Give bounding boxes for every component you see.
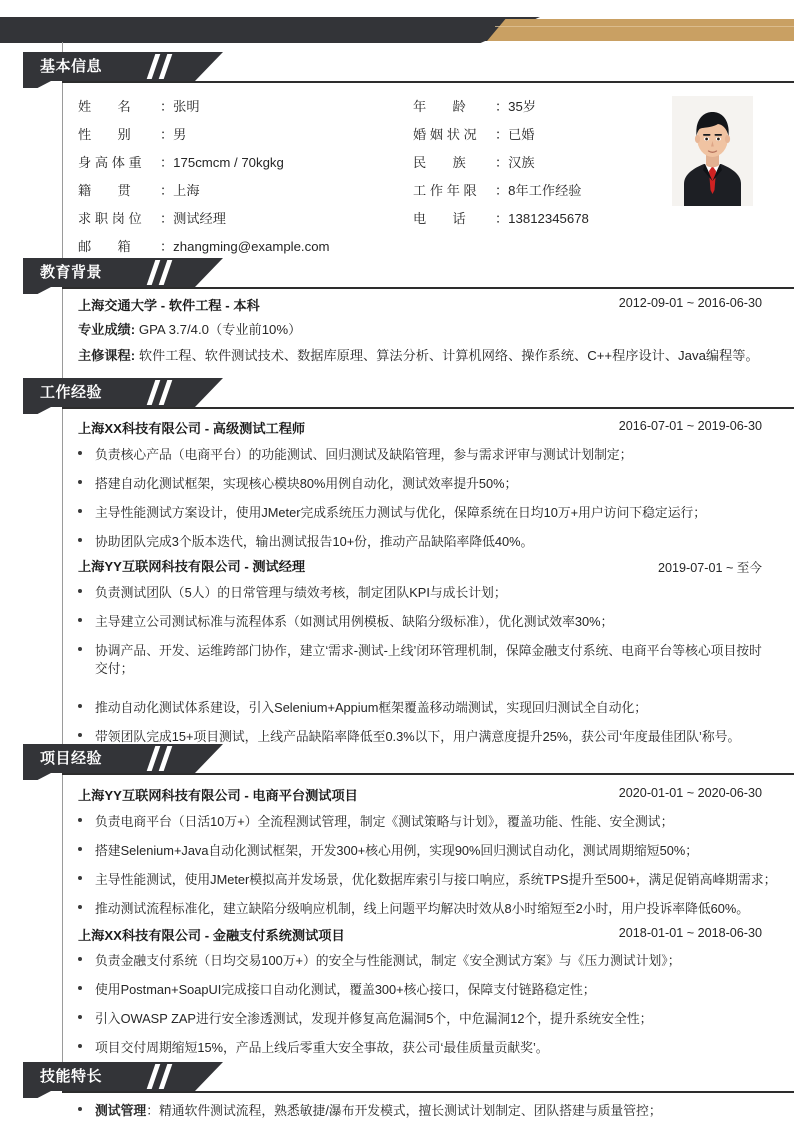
section-title-skill: 技能特长 [40, 1068, 103, 1085]
bullet-dot-icon [78, 451, 82, 455]
project-bullet-0-1 [78, 842, 778, 860]
bullet-text: 推动测试流程标准化，建立缺陷分级响应机制，线上问题平均解决时效从8小时缩短至2小时，用户投诉率降低60%。 [95, 901, 750, 916]
bullet-text: 推动自动化测试体系建设，引入Selenium+Appium框架覆盖移动端测试，实现回归测试全自动化； [95, 700, 648, 715]
bullet-dot-icon [78, 818, 82, 822]
work-title-0: 上海XX科技有限公司 - 高级测试工程师 [78, 421, 306, 436]
project-date-0: 2020-01-01 ~ 2020-06-30 [618, 786, 762, 800]
education-courses-value: 软件工程、软件测试技术、数据库原理、算法分析、计算机网络、操作系统、C++程序设计、Java编程等。 [135, 348, 759, 363]
project-bullet-0-2 [78, 871, 778, 889]
bullet-dot-icon [78, 1107, 82, 1111]
field-email-value: ：zhangming@example.com [160, 239, 330, 254]
bullet-dot-icon [78, 704, 82, 708]
project-bullet-1-3 [78, 1039, 778, 1057]
section-badge-skill [0, 1062, 225, 1091]
badge-foot [23, 1091, 51, 1098]
section-title-basic: 基本信息 [40, 58, 103, 75]
section-rule-basic [62, 81, 794, 83]
section-work [0, 378, 225, 407]
project-title-0: 上海YY互联网科技有限公司 - 电商平台测试项目 [78, 788, 358, 803]
badge-foot [23, 287, 51, 294]
section-rule-work [62, 407, 794, 409]
field-phone-value: ：13812345678 [495, 211, 589, 226]
banner-gold-hairline [495, 26, 794, 27]
skill-bullet-0 [78, 1102, 778, 1120]
bullet-text: 搭建自动化测试框架，实现核心模块80%用例自动化，测试效率提升50%； [95, 476, 518, 491]
work-bullet-1-1 [78, 613, 778, 631]
bullet-text: 负责金融支付系统（日均交易100万+）的安全与性能测试，制定《安全测试方案》与《压力测试计划》； [95, 953, 681, 968]
bullet-text: 主导性能测试方案设计，使用JMeter完成系统压力测试与优化，保障系统在日均10万+用户访问下稳定运行； [95, 505, 707, 520]
education-date: 2012-09-01 ~ 2016-06-30 [618, 296, 762, 310]
section-title-project: 项目经验 [40, 750, 103, 767]
work-bullet-1-3 [78, 699, 778, 717]
work-bullet-0-0 [78, 446, 778, 464]
project-title-1: 上海XX科技有限公司 - 金融支付系统测试项目 [78, 928, 345, 943]
bullet-dot-icon [78, 876, 82, 880]
project-bullet-1-0 [78, 952, 778, 970]
field-ethnicity-label: 民 族 [413, 155, 466, 170]
section-education [0, 258, 225, 287]
bullet-dot-icon [78, 618, 82, 622]
work-bullet-0-3 [78, 533, 778, 551]
project-bullet-1-1 [78, 981, 778, 999]
bullet-dot-icon [78, 986, 82, 990]
field-marital-value: ：已婚 [495, 127, 535, 142]
section-basic-info [0, 52, 225, 81]
badge-foot [23, 407, 51, 414]
field-gender-label: 性 别 [78, 127, 131, 142]
field-position-value: ：测试经理 [160, 211, 226, 226]
education-title: 上海交通大学 - 软件工程 - 本科 [78, 298, 260, 313]
education-gpa-row [78, 321, 301, 339]
bullet-text: 引入OWASP ZAP进行安全渗透测试，发现并修复高危漏洞5个，中危漏洞12个，提升系统安全性； [95, 1011, 653, 1026]
bullet-text: 协助团队完成3个版本迭代，输出测试报告10+份，推动产品缺陷率降低40%。 [95, 534, 534, 549]
education-courses-row [78, 347, 759, 365]
field-experience-value: ：8年工作经验 [495, 183, 582, 198]
field-hometown-label: 籍 贯 [78, 183, 131, 198]
section-title-work: 工作经验 [40, 384, 103, 401]
bullet-dot-icon [78, 480, 82, 484]
bullet-dot-icon [78, 1015, 82, 1019]
work-date-0: 2016-07-01 ~ 2019-06-30 [618, 419, 762, 433]
project-bullet-0-0 [78, 813, 778, 831]
field-position-label: 求 职 岗 位 [78, 211, 142, 226]
skill-value: ：精通软件测试流程，熟悉敏捷/瀑布开发模式，擅长测试计划制定、团队搭建与质量管控； [146, 1103, 662, 1118]
field-hometown-value: ：上海 [160, 183, 200, 198]
work-bullet-0-2 [78, 504, 778, 522]
field-email-label: 邮 箱 [78, 239, 131, 254]
work-bullet-0-1 [78, 475, 778, 493]
section-rule-project [62, 773, 794, 775]
section-badge-basic [0, 52, 225, 81]
bullet-text [78, 1102, 778, 1120]
project-date-1: 2018-01-01 ~ 2018-06-30 [618, 926, 762, 940]
bullet-text: 负责测试团队（5人）的日常管理与绩效考核，制定团队KPI与成长计划； [95, 585, 507, 600]
project-bullet-1-2 [78, 1010, 778, 1028]
field-age-label: 年 龄 [413, 99, 466, 114]
bullet-dot-icon [78, 957, 82, 961]
field-marital-label: 婚 姻 状 况 [413, 127, 477, 142]
education-courses-label: 主修课程: [78, 348, 136, 363]
work-bullet-1-0 [78, 584, 778, 602]
banner-dark-underline [0, 38, 520, 41]
bullet-dot-icon [78, 847, 82, 851]
section-rule-education [62, 287, 794, 289]
bullet-text: 主导建立公司测试标准与流程体系（如测试用例模板、缺陷分级标准），优化测试效率30%； [95, 614, 614, 629]
bullet-dot-icon [78, 589, 82, 593]
field-phone-label: 电 话 [413, 211, 466, 226]
section-project [0, 744, 225, 773]
field-gender-value: ：男 [160, 127, 187, 142]
bullet-text: 协调产品、开发、运维跨部门协作，建立‘需求-测试-上线’闭环管理机制，保障金融支付系统、电商平台等核心项目按时交付； [95, 643, 762, 676]
work-title-1: 上海YY互联网科技有限公司 - 测试经理 [78, 559, 306, 574]
field-name-value: ：张明 [160, 99, 200, 114]
bullet-dot-icon [78, 1044, 82, 1048]
avatar [672, 96, 753, 206]
badge-foot [23, 773, 51, 780]
bullet-text: 项目交付周期缩短15%，产品上线后零重大安全事故，获公司‘最佳质量贡献奖’。 [95, 1040, 549, 1055]
bullet-text: 主导性能测试，使用JMeter模拟高并发场景，优化数据库索引与接口响应，系统TPS提升至500+，满足促销高峰期需求； [95, 872, 777, 887]
vertical-spine [62, 42, 63, 1087]
badge-foot [23, 81, 51, 88]
bullet-dot-icon [78, 509, 82, 513]
bullet-dot-icon [78, 538, 82, 542]
banner-gold-shape [487, 19, 794, 41]
section-title-education: 教育背景 [40, 264, 103, 281]
bullet-text: 负责核心产品（电商平台）的功能测试、回归测试及缺陷管理，参与需求评审与测试计划制定； [95, 447, 633, 462]
field-experience-label: 工 作 年 限 [413, 183, 477, 198]
field-name-label: 姓 名 [78, 99, 131, 114]
skill-label: 测试管理 [95, 1103, 147, 1118]
work-bullet-1-2 [78, 642, 768, 678]
field-ethnicity-value: ：汉族 [495, 155, 535, 170]
bullet-text: 负责电商平台（日活10万+）全流程测试管理，制定《测试策略与计划》，覆盖功能、性能、安全测试； [95, 814, 674, 829]
section-skill [0, 1062, 225, 1091]
bullet-dot-icon [78, 905, 82, 909]
field-age-value: ：35岁 [495, 99, 537, 114]
project-bullet-0-3 [78, 900, 778, 918]
field-height-weight-value: ：175cmcm / 70kgkg [160, 155, 284, 170]
top-banner [0, 17, 794, 43]
work-date-1: 2019-07-01 ~ 至今 [658, 561, 762, 575]
section-badge-project [0, 744, 225, 773]
section-rule-skill [62, 1091, 794, 1093]
education-gpa-label: 专业成绩: [78, 322, 136, 337]
section-badge-education [0, 258, 225, 287]
bullet-dot-icon [78, 733, 82, 737]
section-badge-work [0, 378, 225, 407]
bullet-text: 带领团队完成15+项目测试，上线产品缺陷率降低至0.3%以下，用户满意度提升25%，获公司‘年度最佳团队’称号。 [95, 729, 741, 744]
bullet-text: 使用Postman+SoapUI完成接口自动化测试，覆盖300+核心接口，保障支付链路稳定性； [95, 982, 596, 997]
education-gpa-value: GPA 3.7/4.0（专业前10%） [135, 322, 302, 337]
bullet-text: 搭建Selenium+Java自动化测试框架，开发300+核心用例，实现90%回归测试自动化，测试周期缩短50%； [95, 843, 698, 858]
bullet-dot-icon [78, 647, 82, 651]
field-height-weight-label: 身 高 体 重 [78, 155, 142, 170]
